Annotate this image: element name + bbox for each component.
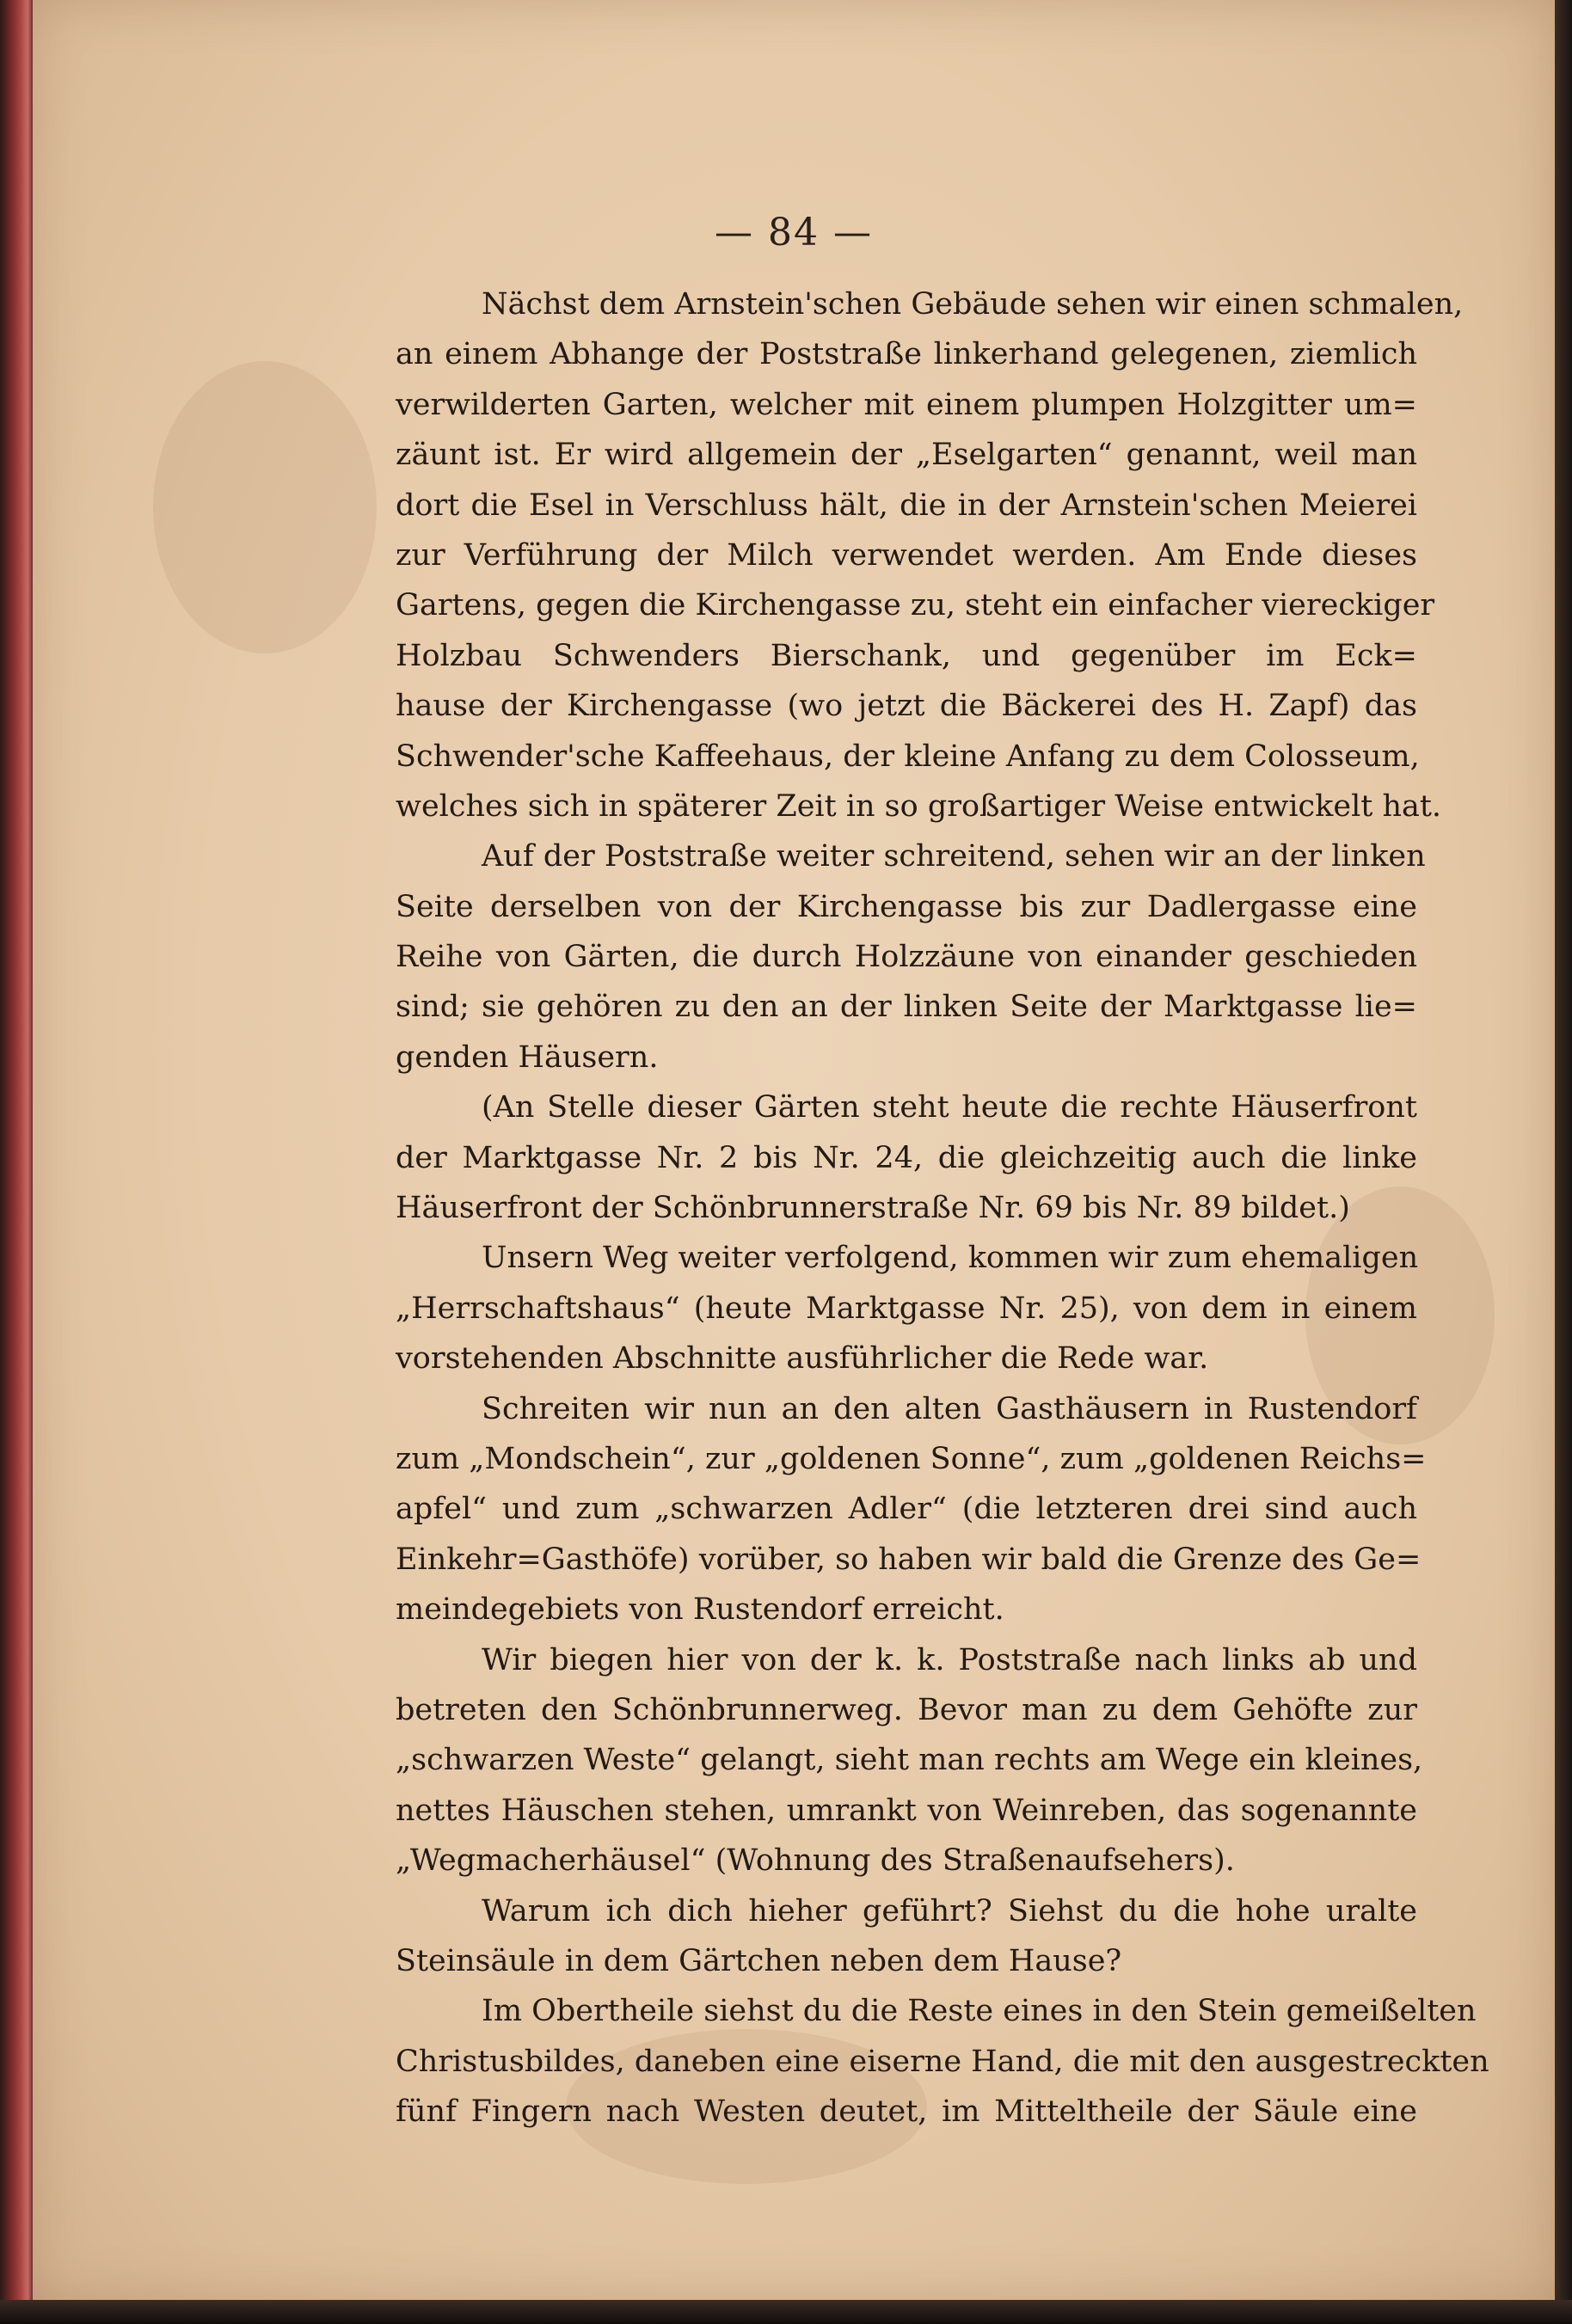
text-line: apfel“ und zum „schwarzen Adler“ (die letzteren drei sind auch	[396, 1492, 1417, 1527]
body-text	[396, 279, 1489, 2137]
text-line: Schreiten wir nun an den alten Gasthäusern in Rustendorf	[482, 1391, 1417, 1426]
text-line: Auf der Poststraße weiter schreitend, sehen wir an der linken	[482, 839, 1426, 874]
text-line: an einem Abhange der Poststraße linkerhand gelegenen, ziemlich	[396, 337, 1417, 372]
text-line: vorstehenden Abschnitte ausführlicher die Rede war.	[396, 1341, 1209, 1377]
text-line: nettes Häuschen stehen, umrankt von Weinreben, das sogenannte	[396, 1793, 1417, 1828]
text-line: betreten den Schönbrunnerweg. Bevor man zu dem Gehöfte zur	[396, 1692, 1417, 1727]
text-line: zur Verführung der Milch verwendet werden. Am Ende dieses	[396, 537, 1417, 573]
text-line: der Marktgasse Nr. 2 bis Nr. 24, die gleichzeitig auch die linke	[396, 1140, 1417, 1175]
text-line: sind; sie gehören zu den an der linken Seite der Marktgasse lie=	[396, 990, 1417, 1025]
text-line: dort die Esel in Verschluss hält, die in der Arnstein'schen Meierei	[396, 487, 1417, 523]
text-line: Nächst dem Arnstein'schen Gebäude sehen wir einen schmalen,	[482, 287, 1464, 322]
text-line: Christusbildes, daneben eine eiserne Hand, die mit den ausgestreckten	[396, 2044, 1489, 2079]
paragraph	[396, 1986, 1489, 2137]
text-line: zäunt ist. Er wird allgemein der „Eselgarten“ genannt, weil man	[396, 438, 1417, 473]
text-line: Holzbau Schwenders Bierschank, und gegenüber im Eck=	[396, 638, 1417, 673]
paragraph	[396, 1233, 1417, 1383]
text-line: hause der Kirchengasse (wo jetzt die Bäckerei des H. Zapf) das	[396, 689, 1417, 724]
paper-stain	[153, 361, 377, 653]
bottom-page-edge	[0, 2300, 1572, 2324]
text-line: Häuserfront der Schönbrunnerstraße Nr. 69 bis Nr. 89 bildet.)	[396, 1191, 1350, 1226]
text-line: Einkehr=Gasthöfe) vorüber, so haben wir bald die Grenze des Ge=	[396, 1542, 1422, 1577]
text-line: meindegebiets von Rustendorf erreicht.	[396, 1592, 1004, 1628]
text-line: verwilderten Garten, welcher mit einem plumpen Holzgitter um=	[396, 387, 1417, 422]
text-line: „Wegmacherhäusel“ (Wohnung des Straßenaufsehers).	[396, 1843, 1235, 1879]
text-line: Warum ich dich hieher geführt? Siehst du die hohe uralte	[482, 1893, 1417, 1928]
text-line: Schwender'sche Kaffeehaus, der kleine Anfang zu dem Colosseum,	[396, 739, 1420, 774]
text-line: „Herrschaftshaus“ (heute Marktgasse Nr. 25), von dem in einem	[396, 1291, 1417, 1326]
text-line: Unsern Weg weiter verfolgend, kommen wir zum ehemaligen	[482, 1241, 1419, 1276]
text-line: Seite derselben von der Kirchengasse bis zur Dadlergasse eine	[396, 889, 1417, 924]
page-number: — 84 —	[715, 211, 873, 254]
text-line: Im Obertheile siehst du die Reste eines in den Stein gemeißelten	[482, 1994, 1477, 2029]
paragraph	[396, 831, 1426, 1082]
right-page-edge	[1555, 0, 1572, 2324]
text-line: Gartens, gegen die Kirchengasse zu, steht ein einfacher viereckiger	[396, 588, 1435, 623]
text-line: „schwarzen Weste“ gelangt, sieht man rechts am Wege ein kleines,	[396, 1743, 1423, 1778]
paragraph	[396, 1082, 1417, 1233]
paragraph	[396, 1886, 1417, 1987]
text-line: Reihe von Gärten, die durch Holzzäune von einander geschieden	[396, 940, 1417, 975]
text-line: zum „Mondschein“, zur „goldenen Sonne“, zum „goldenen Reichs=	[396, 1441, 1427, 1476]
paragraph	[396, 279, 1464, 831]
text-line: (An Stelle dieser Gärten steht heute die rechte Häuserfront	[482, 1090, 1417, 1125]
text-line: Steinsäule in dem Gärtchen neben dem Hause?	[396, 1943, 1122, 1978]
text-line: fünf Fingern nach Westen deutet, im Mitteltheile der Säule eine	[396, 2094, 1417, 2130]
text-line: genden Häusern.	[396, 1039, 659, 1075]
paper-page	[33, 0, 1555, 2301]
text-line: Wir biegen hier von der k. k. Poststraße nach links ab und	[482, 1642, 1417, 1677]
paragraph	[396, 1384, 1427, 1635]
paragraph	[396, 1635, 1423, 1886]
book-binding-edge	[0, 0, 33, 2324]
text-line: welches sich in späterer Zeit in so großartiger Weise entwickelt hat.	[396, 788, 1442, 824]
